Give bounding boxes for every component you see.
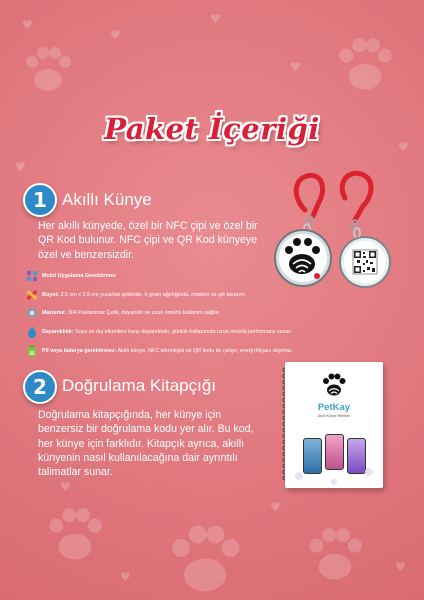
feature-text [42,292,246,298]
feature-label: Dayanıklılık: [42,329,74,335]
smart-tags-image [255,168,415,308]
heart-decoration-icon: ♥ [290,60,301,74]
feature-label: Boyut: [42,292,60,298]
paw-print-decoration-icon [18,40,78,100]
heart-decoration-icon: ♥ [210,12,221,26]
section-paragraph: Her akıllı künyede, özel bir NFC çipi ve özel bir QR Kod bulunur. NFC çipi ve QR Kod künyeye özel ve benzersizdir. [38,220,258,261]
booklet-brand: PetKay [317,402,351,413]
feature-detail: 2.5 cm x 2.5 cm yuvarlak şeklinde, 6 gram ağırlığında, modern ve şık tasarım. [60,292,247,298]
app-icon [26,270,38,282]
section-heading: Doğrulama Kitapçığı [62,376,217,395]
feature-text [42,273,116,279]
water-drop-icon [26,326,38,338]
feature-row [26,343,416,359]
page-title: Paket İçeriği [104,112,320,146]
feature-detail: Akıllı künye, NFC teknolojisi ve QR kodu ile çalışır, enerji ihtiyacı duymaz. [117,348,294,354]
heart-decoration-icon: ♥ [15,160,26,174]
feature-text [42,310,220,316]
paw-logo-icon [319,370,349,400]
heart-decoration-icon: ♥ [60,480,71,494]
section-number-badge: 1 [23,183,57,217]
paw-print-decoration-icon [160,515,250,600]
heart-decoration-icon: ♥ [398,140,409,154]
heart-decoration-icon: ♥ [110,28,121,42]
heart-decoration-icon: ♥ [120,570,131,584]
paw-print-decoration-icon [300,520,370,590]
verification-booklet-image [285,362,383,488]
section-paragraph: Doğrulama kitapçığında, her künye için benzersiz bir doğrulama kodu yer alır. Bu kod, her künye için farklıdır. Kitapçık ayrıca, akıllı künyenin nasıl kullanılacağına dair ayrıntılı talimatlar sunar. [38,409,254,479]
feature-row [26,324,416,340]
section-heading: Akıllı Künye [62,190,152,209]
feature-label: Mobil Uygulama Gerektirmez [42,273,116,279]
feature-label: Malzeme: [42,310,67,316]
heart-decoration-icon: ♥ [22,18,33,32]
feature-label: Pil veya batarya gerektirmez: [42,348,117,354]
heart-decoration-icon: ♥ [395,560,406,574]
feature-text [42,348,293,354]
heart-decoration-icon: ♥ [270,500,281,514]
booklet-subtitle: Akıllı Künye Rehberi [317,414,351,418]
section-number-badge: 2 [23,370,57,404]
battery-icon [26,345,38,357]
paw-print-decoration-icon [40,500,110,570]
ruler-icon [26,289,38,301]
feature-text [42,329,292,335]
feature-detail: 304 Paslanmaz Çelik, dayanıklı ve uzun ömürlü kullanım sağlar. [67,310,221,316]
paw-print-decoration-icon [289,462,379,486]
material-icon [26,307,38,319]
feature-detail: Suya ve dış etkenlere karşı dayanıklıdır, günlük kullanımda uzun ömürlü performans sunar. [74,329,292,335]
paw-print-decoration-icon [330,30,400,100]
